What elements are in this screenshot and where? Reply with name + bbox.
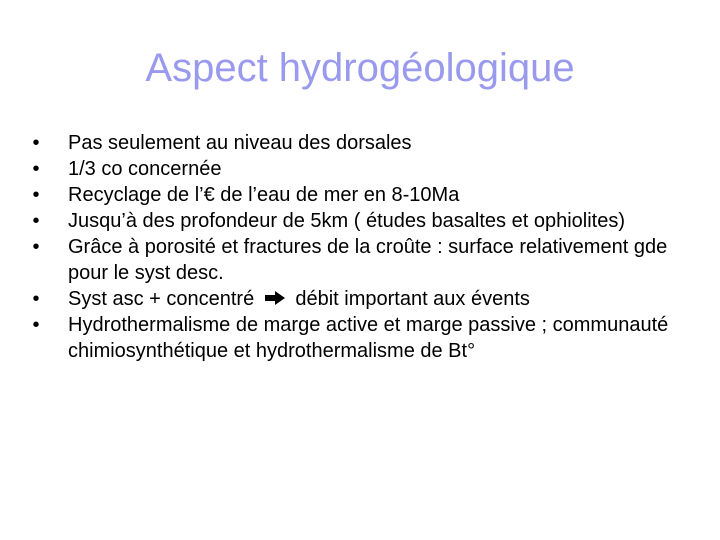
- bullet-dot: •: [32, 132, 40, 154]
- bullet-item: [0, 156, 700, 182]
- bullet-text: Jusqu’à des profondeur de 5km ( études basaltes et ophiolites): [68, 210, 626, 232]
- bullet-text: Hydrothermalisme de marge active et marge passive ; communauté chimiosynthétique et hydrothermalisme de Bt°: [68, 314, 669, 362]
- bullet-item: [0, 130, 700, 156]
- bullet-item: [0, 312, 700, 364]
- bullet-dot: •: [32, 314, 40, 336]
- bullet-text: Grâce à porosité et fractures de la croûte : surface relativement gde pour le syst desc.: [68, 236, 668, 284]
- bullet-list: [0, 130, 700, 364]
- bullet-text-after-arrow: débit important aux évents: [295, 288, 530, 310]
- bullet-item: [0, 182, 700, 208]
- bullet-text-before-arrow: Syst asc + concentré: [68, 288, 255, 310]
- bullet-text: Pas seulement au niveau des dorsales: [68, 132, 412, 154]
- bullet-item: [0, 208, 700, 234]
- bullet-dot: •: [32, 236, 40, 258]
- bullet-dot: •: [32, 210, 40, 232]
- bullet-item: [0, 286, 700, 312]
- bullet-dot: •: [32, 288, 40, 310]
- right-arrow-icon: [264, 290, 286, 306]
- bullet-dot: •: [32, 184, 40, 206]
- slide-title: Aspect hydrogéologique: [145, 46, 575, 90]
- bullet-dot: •: [32, 158, 40, 180]
- bullet-text: Recyclage de l’€ de l’eau de mer en 8-10Ma: [68, 184, 460, 206]
- bullet-text: 1/3 co concernée: [68, 158, 222, 180]
- bullet-item: [0, 234, 700, 286]
